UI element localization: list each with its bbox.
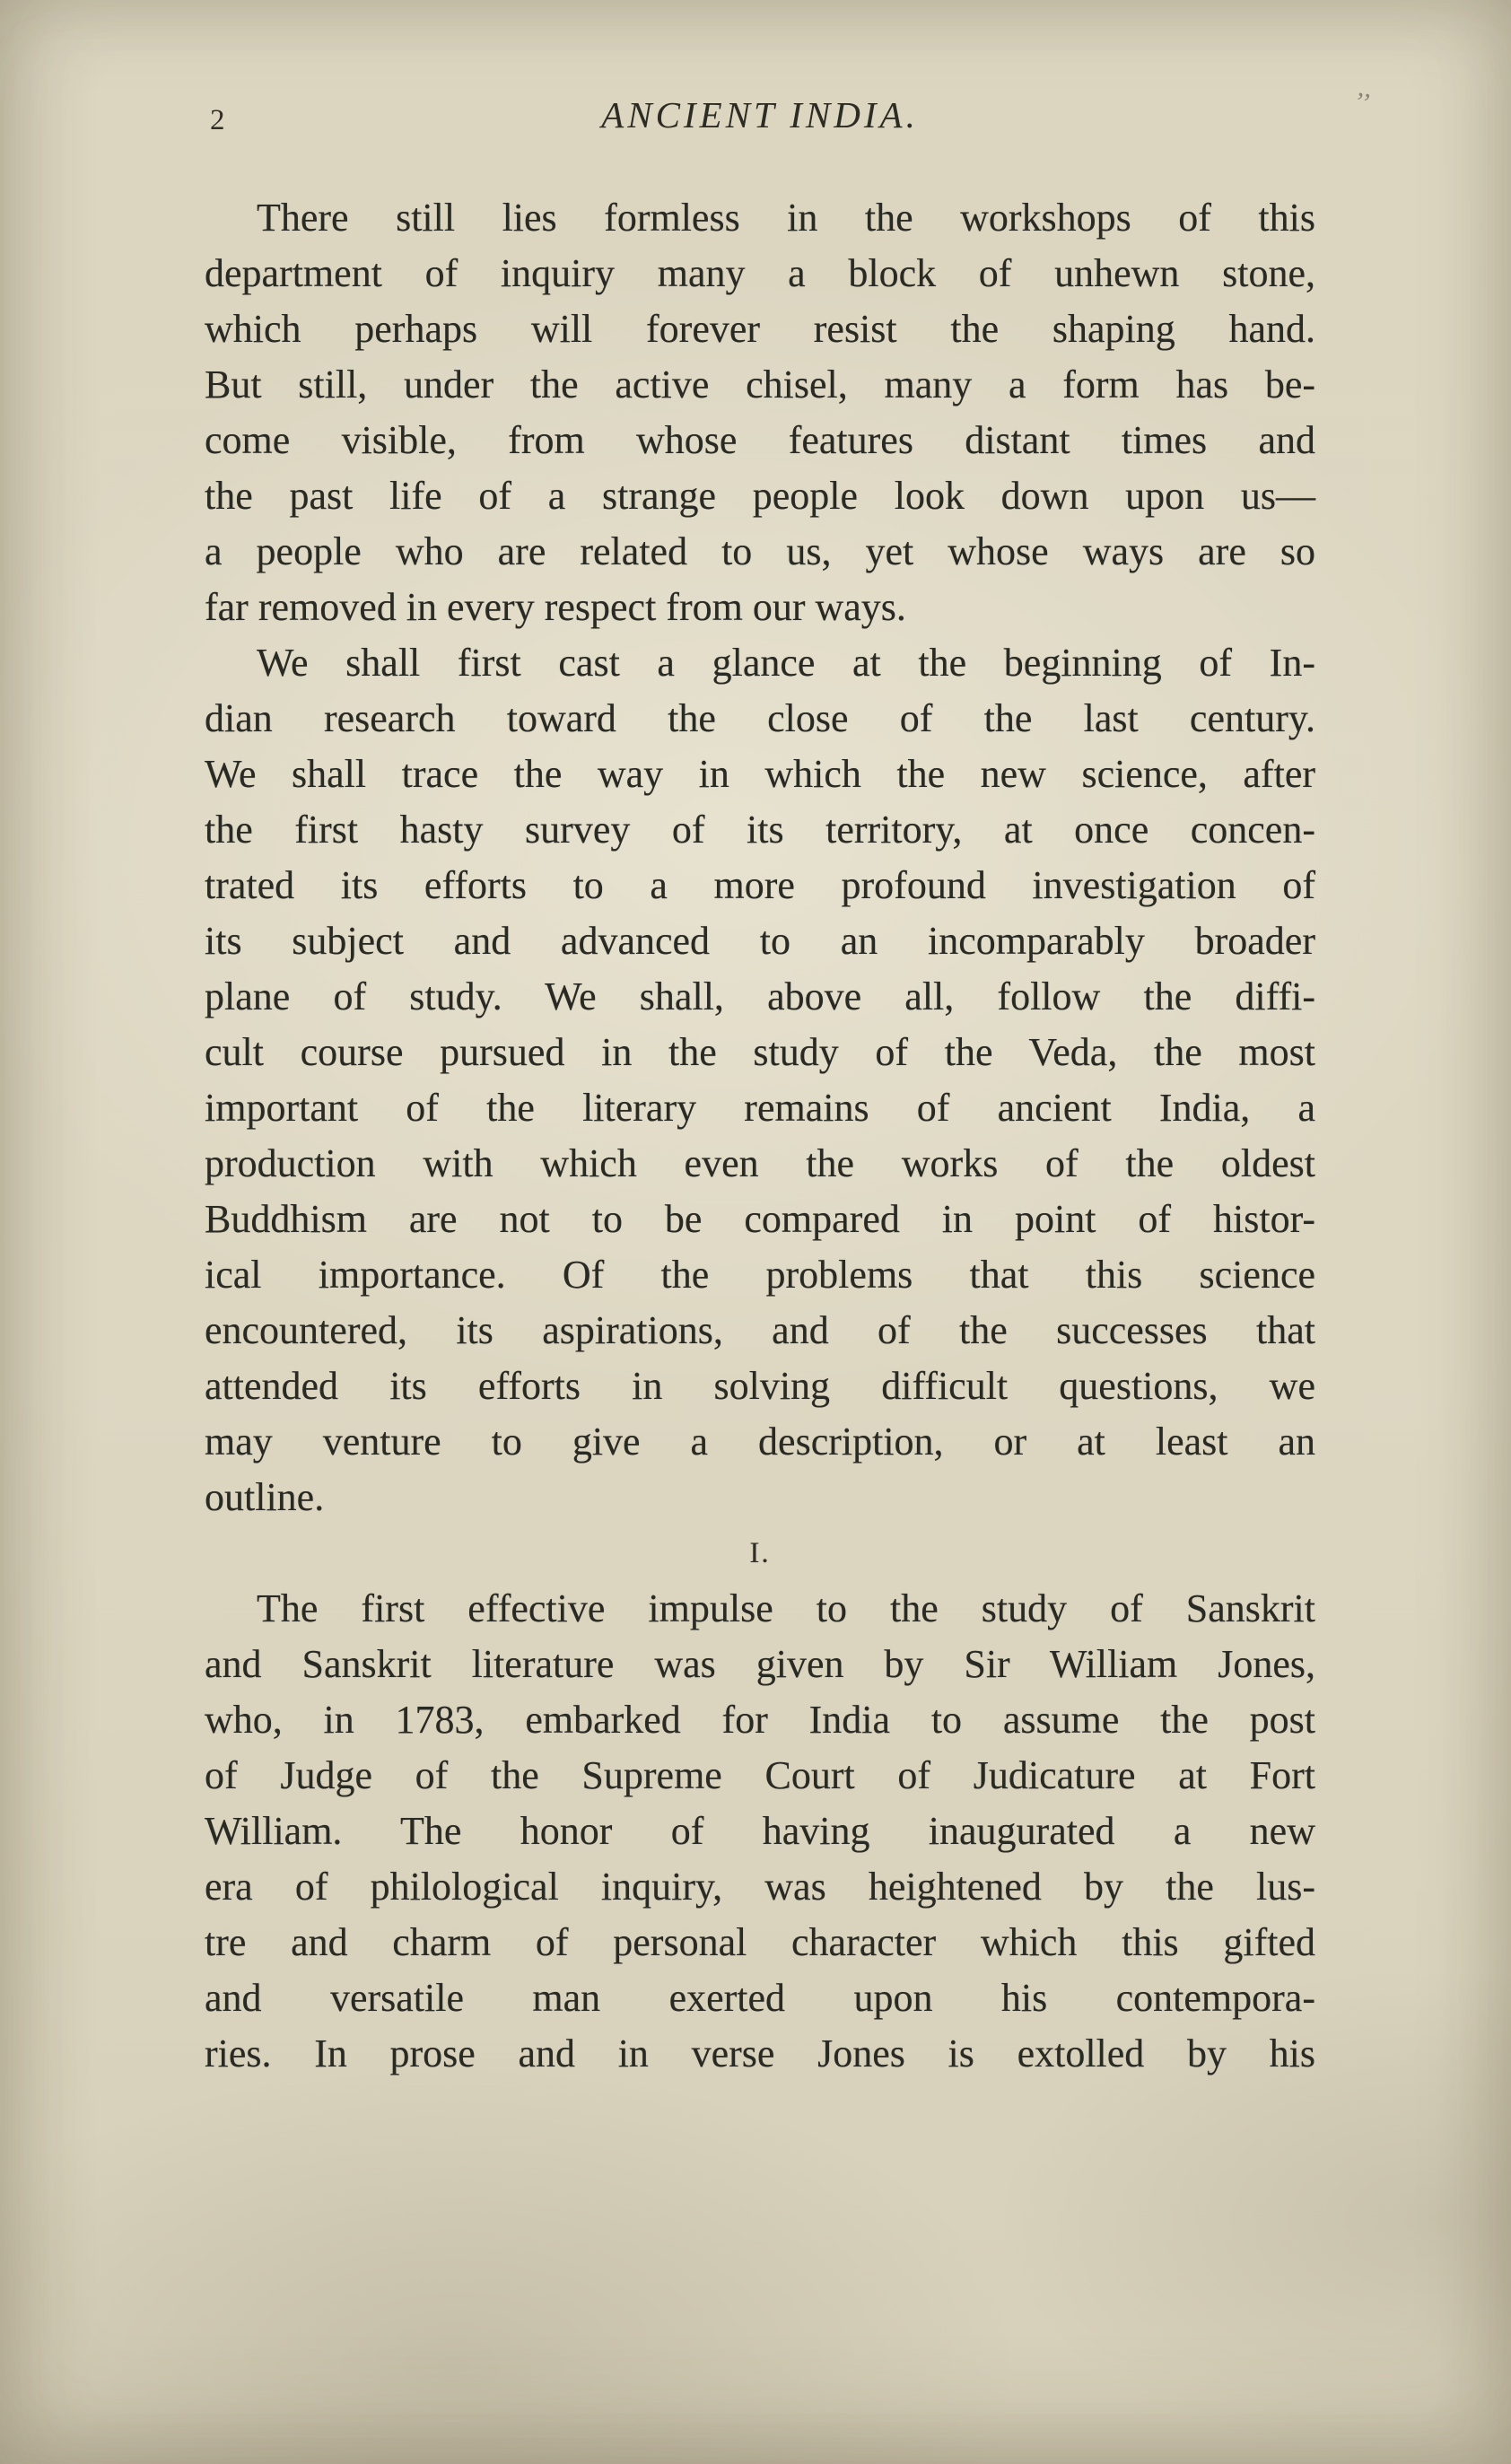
text-line: attended its efforts in solving difficult questions, we: [205, 1364, 1315, 1408]
page-header: [205, 86, 1374, 147]
text-line: The first effective impulse to the study of Sanskrit: [257, 1586, 1315, 1630]
text-line: outline.: [205, 1475, 325, 1519]
text-line: may venture to give a description, or at least an: [205, 1420, 1315, 1464]
text-line: We shall first cast a glance at the beginning of In-: [257, 641, 1315, 685]
text-line: which perhaps will forever resist the shaping hand.: [205, 307, 1315, 351]
text-line: who, in 1783, embarked for India to assume the post: [205, 1698, 1315, 1742]
text-line: a people who are related to us, yet whose ways are so: [205, 529, 1315, 573]
text-line: William. The honor of having inaugurated a new: [205, 1809, 1315, 1853]
text-line: come visible, from whose features distant times and: [205, 418, 1315, 462]
text-line: But still, under the active chisel, many a form has be-: [205, 363, 1315, 406]
text-line: dian research toward the close of the last century.: [205, 696, 1315, 740]
text-line: Buddhism are not to be compared in point of histor-: [205, 1197, 1315, 1241]
text-line: the past life of a strange people look down upon us—: [205, 474, 1315, 518]
text-line: its subject and advanced to an incomparably broader: [205, 919, 1315, 963]
text-line: There still lies formless in the workshops of this: [257, 196, 1315, 240]
paragraph: [205, 1581, 1315, 2082]
paragraph: [205, 190, 1315, 635]
text-line: plane of study. We shall, above all, follow the diffi-: [205, 974, 1315, 1018]
text-line: important of the literary remains of ancient India, a: [205, 1086, 1315, 1130]
text-line: of Judge of the Supreme Court of Judicature at Fort: [205, 1753, 1315, 1797]
scan-artifact-mark: ’’: [1353, 86, 1374, 119]
text-line: department of inquiry many a block of unhewn stone,: [205, 251, 1315, 295]
text-line: ries. In prose and in verse Jones is extolled by his: [205, 2031, 1315, 2075]
text-line: far removed in every respect from our ways.: [205, 585, 906, 629]
text-line: and Sanskrit literature was given by Sir William Jones,: [205, 1642, 1315, 1686]
text-line: and versatile man exerted upon his contempora-: [205, 1976, 1315, 2020]
text-line: encountered, its aspirations, and of the successes that: [205, 1308, 1315, 1352]
paragraph: [205, 635, 1315, 1525]
text-line: We shall trace the way in which the new science, after: [205, 752, 1315, 796]
text-line: ical importance. Of the problems that this science: [205, 1253, 1315, 1297]
page-number: 2: [210, 104, 226, 136]
text-line: the first hasty survey of its territory, at once concen-: [205, 808, 1315, 852]
text-line: production with which even the works of the oldest: [205, 1141, 1315, 1185]
running-title: ANCIENT INDIA.: [601, 94, 919, 135]
text-line: era of philological inquiry, was heightened by the lus-: [205, 1865, 1315, 1909]
text-line: tre and charm of personal character which this gifted: [205, 1920, 1315, 1964]
section-marker: I.: [749, 1537, 771, 1569]
text-line: cult course pursued in the study of the Veda, the most: [205, 1030, 1315, 1074]
text-line: trated its efforts to a more profound investigation of: [205, 863, 1315, 907]
text-block: [205, 190, 1315, 2082]
